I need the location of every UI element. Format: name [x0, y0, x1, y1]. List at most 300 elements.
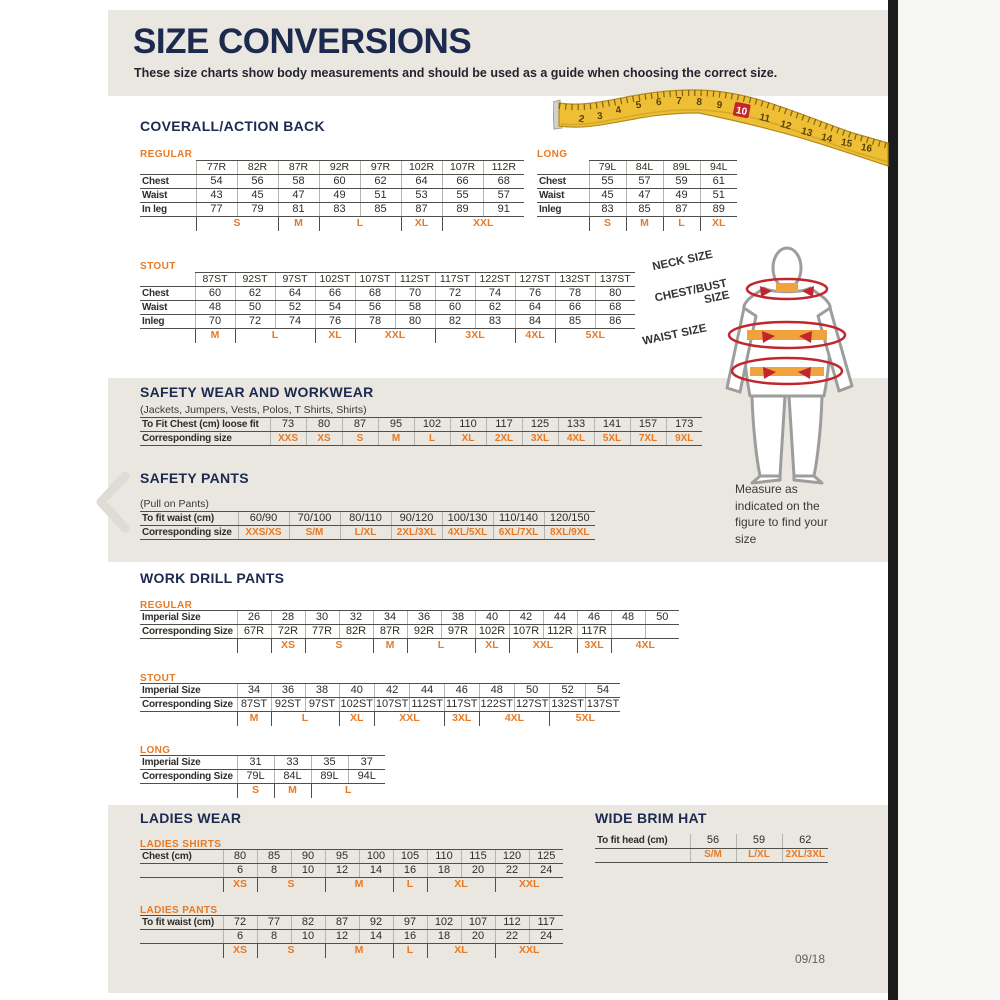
row-label: Corresponding size	[140, 526, 238, 540]
size-cell: M	[325, 878, 393, 892]
value-cell: 74	[475, 287, 515, 301]
size-cell: XXL	[374, 712, 444, 726]
size-cell: L	[393, 878, 427, 892]
size-table	[140, 915, 563, 958]
value-cell: 68	[595, 301, 635, 315]
safety-pants-table	[140, 511, 595, 540]
value-cell: 50	[235, 301, 275, 315]
size-cell: M	[274, 784, 311, 798]
value-cell: 77	[196, 203, 237, 217]
value-cell: 132ST	[551, 698, 584, 710]
value-cell: 62	[360, 175, 401, 189]
value-cell: 7XL	[630, 432, 666, 446]
size-cell: M	[325, 944, 393, 958]
prev-chevron-icon[interactable]	[95, 472, 133, 532]
value-cell: 34	[373, 611, 407, 625]
value-cell: 8XL/9XL	[544, 526, 595, 540]
sub-label-drill-stout: STOUT	[140, 673, 176, 684]
column-header: 87R	[278, 161, 319, 175]
value-cell: 133	[558, 418, 594, 432]
value-cell: 20	[461, 864, 495, 878]
value-cell: 85	[555, 315, 595, 329]
value-cell: 4XL/5XL	[442, 526, 493, 540]
drill-stout-table	[140, 683, 620, 726]
value-cell: 64	[275, 287, 315, 301]
value-cell: 14	[359, 930, 393, 944]
coverall-regular-table	[140, 160, 524, 231]
value-cell: 107	[461, 916, 495, 930]
value-cell: 51	[700, 189, 737, 203]
value-cell: 56	[355, 301, 395, 315]
row-label: To Fit Chest (cm) loose fit	[140, 418, 270, 432]
chest-band	[747, 330, 827, 340]
section-heading-safety-pants: SAFETY PANTS	[140, 470, 249, 486]
value-cell: 87	[342, 418, 378, 432]
value-cell: S/M	[690, 848, 736, 862]
value-cell: 77	[257, 916, 291, 930]
size-row-spacer	[140, 878, 223, 892]
value-cell: 80/110	[340, 512, 391, 526]
value-cell: 87R	[373, 625, 407, 639]
value-cell: 54	[315, 301, 355, 315]
size-table	[140, 272, 635, 343]
value-cell: 12	[325, 930, 359, 944]
column-header-spacer	[140, 161, 196, 175]
size-cell: XXL	[509, 639, 577, 653]
column-header: 97R	[360, 161, 401, 175]
value-cell: 84	[515, 315, 555, 329]
tape-number: 15	[839, 137, 854, 151]
value-cell: L	[414, 432, 450, 446]
size-cell	[237, 639, 271, 653]
value-cell: 82R	[339, 625, 373, 639]
value-cell: 87	[663, 203, 700, 217]
section-heading-work-drill: WORK DRILL PANTS	[140, 570, 285, 586]
size-cell: L	[407, 639, 475, 653]
column-header: 97ST	[275, 273, 315, 287]
value-cell: S/M	[289, 526, 340, 540]
column-header: 102ST	[315, 273, 355, 287]
section-heading-safety-wear: SAFETY WEAR AND WORKWEAR	[140, 384, 374, 400]
tape-number: 14	[819, 131, 834, 146]
value-cell: 58	[395, 301, 435, 315]
value-cell: 141	[594, 418, 630, 432]
value-cell: 120/150	[544, 512, 595, 526]
size-cell: M	[373, 639, 407, 653]
value-cell: 85	[626, 203, 663, 217]
value-cell: 55	[589, 175, 626, 189]
value-cell: 5XL	[594, 432, 630, 446]
value-cell: 64	[401, 175, 442, 189]
value-cell: 36	[407, 611, 441, 625]
value-cell: 51	[360, 189, 401, 203]
value-cell: 38	[305, 684, 339, 698]
value-cell: 81	[278, 203, 319, 217]
value-cell: 46	[444, 684, 479, 698]
size-cell: S	[196, 217, 278, 231]
value-cell: L/XL	[340, 526, 391, 540]
sub-label-drill-long: LONG	[140, 745, 171, 756]
size-cell: S	[257, 878, 325, 892]
value-cell: 72R	[271, 625, 305, 639]
value-cell: 49	[319, 189, 360, 203]
column-header: 127ST	[515, 273, 555, 287]
value-cell: 89L	[311, 770, 348, 784]
value-cell: 82	[435, 315, 475, 329]
row-label	[140, 930, 223, 944]
chest-bust-size-label: CHEST/BUST SIZE	[653, 277, 731, 307]
figure-left-leg	[752, 396, 785, 476]
value-cell: 62	[475, 301, 515, 315]
value-cell: 73	[270, 418, 306, 432]
value-cell: 52	[550, 684, 585, 698]
value-cell: 87	[401, 203, 442, 217]
value-cell: 16	[393, 864, 427, 878]
value-cell: 30	[305, 611, 339, 625]
value-cell: 70	[195, 315, 235, 329]
value-cell: 34	[237, 684, 271, 698]
value-cell: 83	[475, 315, 515, 329]
value-cell: 117	[529, 916, 563, 930]
value-cell: 33	[274, 756, 311, 770]
value-cell: 24	[529, 864, 563, 878]
value-cell: 48	[195, 301, 235, 315]
row-label: Imperial Size	[140, 684, 237, 698]
safety-wear-note: (Jackets, Jumpers, Vests, Polos, T Shirts, Shirts)	[140, 404, 367, 416]
value-cell: 57	[483, 189, 524, 203]
value-cell: 112R	[543, 625, 577, 639]
size-row-spacer	[140, 944, 223, 958]
value-cell: 90/120	[391, 512, 442, 526]
tape-number: 13	[799, 125, 814, 140]
value-cell: 95	[325, 850, 359, 864]
size-cell: XXL	[495, 878, 563, 892]
value-cell: 79	[237, 203, 278, 217]
value-cell: 77R	[305, 625, 339, 639]
tape-number: 6	[655, 96, 662, 109]
value-cell: 70	[395, 287, 435, 301]
value-cell: 31	[237, 756, 274, 770]
tape-number: 4	[614, 104, 623, 117]
ladies-pants-table	[140, 915, 563, 958]
size-cell: 5XL	[550, 712, 620, 726]
row-label: In leg	[140, 203, 196, 217]
value-cell: 44	[543, 611, 577, 625]
value-cell: 46	[577, 611, 611, 625]
size-cell: S	[257, 944, 325, 958]
value-cell: 80	[306, 418, 342, 432]
column-header-spacer	[537, 161, 589, 175]
value-cell: 86	[595, 315, 635, 329]
section-heading-hat: WIDE BRIM HAT	[595, 810, 707, 826]
column-header: 79L	[589, 161, 626, 175]
value-cell: 60	[195, 287, 235, 301]
page-subtitle: These size charts show body measurements and should be used as a guide when choosing the correct size.	[134, 66, 778, 80]
column-header: 87ST	[195, 273, 235, 287]
value-cell: XL	[450, 432, 486, 446]
row-label	[140, 864, 223, 878]
coverall-stout-table	[140, 272, 635, 343]
value-cell: 117ST	[445, 698, 478, 710]
value-cell: 115	[461, 850, 495, 864]
value-cell: 72	[435, 287, 475, 301]
size-table	[140, 511, 595, 540]
value-cell: 68	[483, 175, 524, 189]
value-cell: 72	[223, 916, 257, 930]
value-cell: 47	[278, 189, 319, 203]
size-row-spacer	[140, 784, 237, 798]
value-cell: 79L	[237, 770, 274, 784]
size-cell: L	[235, 329, 315, 343]
value-cell: 8	[257, 864, 291, 878]
row-label: Chest	[140, 287, 195, 301]
value-cell: XS	[306, 432, 342, 446]
value-cell: 122ST	[480, 698, 513, 710]
tape-number: 7	[676, 96, 682, 107]
value-cell: 76	[315, 315, 355, 329]
page-title: SIZE CONVERSIONS	[133, 22, 472, 61]
value-cell: 92	[359, 916, 393, 930]
value-cell: 58	[278, 175, 319, 189]
value-cell: 59	[663, 175, 700, 189]
size-row-spacer	[537, 217, 589, 231]
right-margin	[898, 0, 1000, 1000]
value-cell: 107R	[509, 625, 543, 639]
column-header: 107R	[442, 161, 483, 175]
row-label: Waist	[140, 301, 195, 315]
value-cell: 12	[325, 864, 359, 878]
figure-head	[773, 248, 801, 288]
column-header: 112ST	[395, 273, 435, 287]
row-label: Waist	[140, 189, 196, 203]
value-cell: 45	[589, 189, 626, 203]
value-cell: 89	[700, 203, 737, 217]
value-cell: 87ST	[237, 698, 271, 712]
column-header: 77R	[196, 161, 237, 175]
size-cell: XXL	[495, 944, 563, 958]
tape-number: 12	[778, 118, 793, 133]
size-cell: XL	[401, 217, 442, 231]
value-cell: 91	[483, 203, 524, 217]
value-cell: 60/90	[238, 512, 289, 526]
value-cell: 92ST	[271, 698, 305, 712]
size-cell: M	[195, 329, 235, 343]
value-cell: 64	[515, 301, 555, 315]
size-cell: L	[311, 784, 385, 798]
value-cell: 6	[223, 930, 257, 944]
size-cell: L	[319, 217, 401, 231]
value-cell: 32	[339, 611, 373, 625]
size-cell: L	[663, 217, 700, 231]
value-cell: 78	[355, 315, 395, 329]
tape-number: 9	[715, 99, 723, 112]
waist-size-label: WAIST SIZE	[641, 322, 708, 348]
value-cell: 127ST	[515, 698, 549, 710]
value-cell: 2XL/3XL	[391, 526, 442, 540]
size-cell: S	[589, 217, 626, 231]
value-cell: 47	[626, 189, 663, 203]
size-cell: XL	[427, 878, 495, 892]
value-cell: 80	[595, 287, 635, 301]
value-cell: 10	[291, 864, 325, 878]
value-cell: 28	[271, 611, 305, 625]
value-cell: 16	[393, 930, 427, 944]
value-cell: 85	[257, 850, 291, 864]
column-header: 94L	[700, 161, 737, 175]
value-cell: 52	[275, 301, 315, 315]
value-cell: 112ST	[411, 698, 443, 710]
value-cell: 84L	[274, 770, 311, 784]
value-cell: 80	[223, 850, 257, 864]
sub-label-coverall-regular: REGULAR	[140, 149, 193, 160]
size-row-spacer	[140, 329, 195, 343]
size-cell: M	[237, 712, 271, 726]
value-cell: 80	[395, 315, 435, 329]
size-cell: S	[237, 784, 274, 798]
size-cell: 3XL	[435, 329, 515, 343]
value-cell: 107ST	[375, 698, 409, 710]
value-cell: 4XL	[558, 432, 594, 446]
size-cell: 3XL	[444, 712, 479, 726]
value-cell: 6XL/7XL	[493, 526, 544, 540]
column-header: 102R	[401, 161, 442, 175]
row-label: Corresponding Size	[140, 625, 237, 639]
column-header: 92ST	[235, 273, 275, 287]
value-cell: 62	[235, 287, 275, 301]
row-label	[595, 848, 690, 862]
row-label: Waist	[537, 189, 589, 203]
value-cell: 173	[666, 418, 702, 432]
tape-number: 3	[596, 110, 603, 123]
value-cell: 112	[495, 916, 529, 930]
value-cell: 40	[339, 684, 374, 698]
value-cell: 56	[690, 834, 736, 848]
value-cell: 97ST	[305, 698, 339, 712]
size-row-spacer	[140, 712, 237, 726]
neck-size-label: NECK SIZE	[651, 248, 714, 274]
value-cell: 89	[442, 203, 483, 217]
size-table	[595, 834, 828, 863]
size-table	[140, 849, 563, 892]
size-cell: XL	[315, 329, 355, 343]
size-cell: XXL	[442, 217, 524, 231]
value-cell: 9XL	[666, 432, 702, 446]
column-header: 117ST	[435, 273, 475, 287]
row-label: To fit waist (cm)	[140, 512, 238, 526]
value-cell: 157	[630, 418, 666, 432]
tape-number: 10	[734, 105, 748, 119]
size-row-spacer	[140, 217, 196, 231]
value-cell: 97	[393, 916, 427, 930]
column-header: 107ST	[355, 273, 395, 287]
value-cell: 26	[237, 611, 271, 625]
value-cell: M	[378, 432, 414, 446]
value-cell: 92R	[407, 625, 441, 639]
tape-number: 2	[577, 113, 586, 126]
size-cell: 4XL	[611, 639, 679, 653]
size-cell: 4XL	[515, 329, 555, 343]
safety-wear-table	[140, 417, 702, 446]
value-cell: 74	[275, 315, 315, 329]
value-cell: 68	[355, 287, 395, 301]
sub-label-coverall-stout: STOUT	[140, 261, 176, 272]
size-cell: XS	[223, 878, 257, 892]
value-cell: 117R	[577, 625, 611, 639]
value-cell: 48	[611, 611, 645, 625]
value-cell: 14	[359, 864, 393, 878]
value-cell: 70/100	[289, 512, 340, 526]
hat-table	[595, 834, 828, 863]
drill-regular-table	[140, 610, 679, 653]
value-cell	[645, 625, 679, 639]
value-cell: 87	[325, 916, 359, 930]
row-label: Corresponding size	[140, 432, 270, 446]
value-cell: 24	[529, 930, 563, 944]
value-cell: 18	[427, 930, 461, 944]
value-cell: 72	[235, 315, 275, 329]
sub-label-ladies-pants: LADIES PANTS	[140, 905, 218, 916]
size-table	[537, 160, 737, 231]
row-label: Corresponding Size	[140, 770, 237, 784]
value-cell: 102	[414, 418, 450, 432]
column-header: 82R	[237, 161, 278, 175]
value-cell: 8	[257, 930, 291, 944]
value-cell: XXS	[270, 432, 306, 446]
row-label: Imperial Size	[140, 756, 237, 770]
value-cell: 76	[515, 287, 555, 301]
value-cell: 100/130	[442, 512, 493, 526]
value-cell: 50	[514, 684, 549, 698]
value-cell: 137ST	[586, 698, 620, 710]
value-cell: 120	[495, 850, 529, 864]
size-cell: XL	[427, 944, 495, 958]
value-cell: 60	[319, 175, 360, 189]
value-cell: 49	[663, 189, 700, 203]
value-cell: 56	[237, 175, 278, 189]
value-cell: 85	[360, 203, 401, 217]
size-cell: 3XL	[577, 639, 611, 653]
coverall-long-table	[537, 160, 737, 231]
value-cell: 110/140	[493, 512, 544, 526]
size-cell: L	[393, 944, 427, 958]
value-cell: 10	[291, 930, 325, 944]
value-cell: 43	[196, 189, 237, 203]
size-cell: S	[305, 639, 373, 653]
value-cell: 45	[237, 189, 278, 203]
section-heading-coverall: COVERALL/ACTION BACK	[140, 118, 325, 134]
value-cell: 22	[495, 930, 529, 944]
row-label: Chest	[537, 175, 589, 189]
value-cell	[611, 625, 645, 639]
sub-label-drill-regular: REGULAR	[140, 600, 193, 611]
value-cell: 102R	[475, 625, 509, 639]
column-header: 89L	[663, 161, 700, 175]
value-cell: 55	[442, 189, 483, 203]
value-cell: 18	[427, 864, 461, 878]
value-cell: 66	[315, 287, 355, 301]
value-cell: 102	[427, 916, 461, 930]
row-label: Imperial Size	[140, 611, 237, 625]
value-cell: 54	[585, 684, 620, 698]
row-label: To fit head (cm)	[595, 834, 690, 848]
value-cell: 22	[495, 864, 529, 878]
column-header: 84L	[626, 161, 663, 175]
value-cell: L/XL	[736, 848, 782, 862]
value-cell: 59	[736, 834, 782, 848]
size-table	[140, 683, 620, 726]
value-cell: 102ST	[340, 698, 373, 710]
sub-label-coverall-long: LONG	[537, 149, 568, 160]
